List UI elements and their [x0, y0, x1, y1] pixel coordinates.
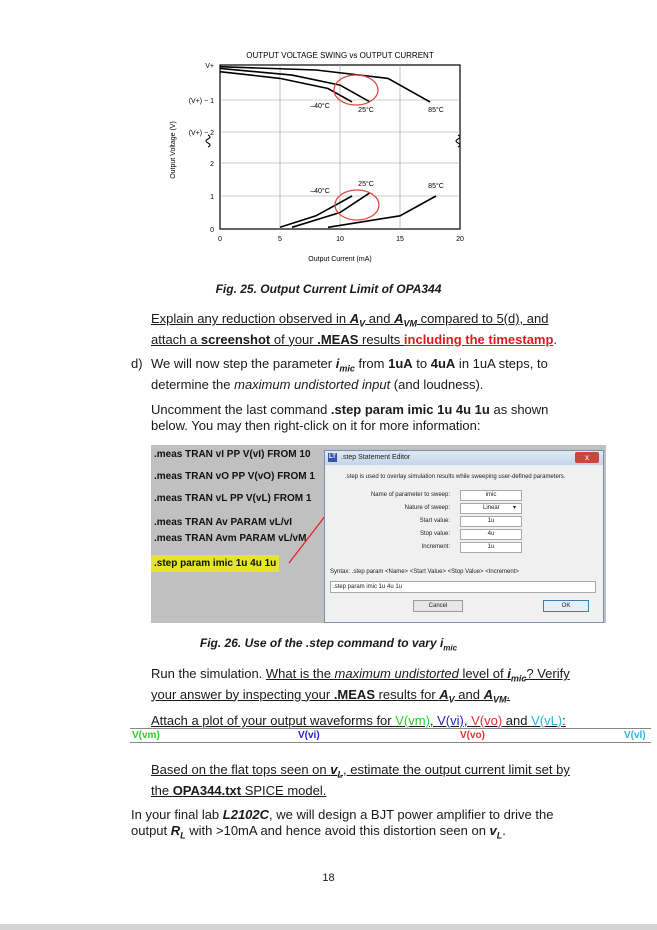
meas-line-vl[interactable]: .meas TRAN vL PP V(vL) FROM 1: [154, 493, 312, 504]
sweep-nature-value: Linear: [483, 505, 500, 511]
step-d-label: d): [131, 356, 143, 371]
y-tick-label: 2: [210, 161, 214, 168]
x-tick-label: 15: [396, 236, 404, 243]
figure-26-caption: Fig. 26. Use of the .step command to vary $i_{mic}$: [199, 636, 458, 653]
run-paragraph: Run the simulation. What is the maximum undistorted level of $i_{mic}$? Verify your answer by inspecting your .MEAS results for $A_V$ and $A_{VM}$.: [151, 666, 570, 705]
final-paragraph: In your final lab L2102C, we will design a BJT power amplifier to drive the output $R_L$ with >10mA and hence avoid this distortion seen on $v_L$.: [131, 807, 554, 841]
series-label: –40°C: [310, 188, 330, 195]
y-tick-label: (V+) − 1: [188, 98, 214, 105]
syntax-text: Syntax: .step param <Name> <Start Value> <Stop Value> <Increment>: [330, 569, 519, 575]
increment-input[interactable]: 1u: [460, 542, 522, 553]
increment-label: Increment:: [421, 544, 450, 550]
figure-25-caption: Fig. 25. Output Current Limit of OPA344: [215, 282, 442, 296]
legend-vo: V(vo): [460, 730, 485, 741]
dialog-titlebar: [325, 451, 603, 465]
meas-line-av[interactable]: .meas TRAN Av PARAM vL/vI: [154, 517, 292, 528]
highlight-circle-25c-low: [335, 190, 379, 220]
chart-series: [220, 67, 436, 228]
chart-y-axis-label: Output Voltage (V): [170, 121, 177, 179]
start-value-input[interactable]: 1u: [460, 516, 522, 527]
attach-paragraph: Attach a plot of your output waveforms for V(vm), V(vi), V(vo) and V(vL):: [151, 713, 566, 728]
page-number: 18: [322, 872, 335, 884]
start-value-label: Start value:: [419, 518, 450, 524]
sweep-nature-label: Nature of sweep:: [404, 505, 450, 511]
step-command-highlight[interactable]: .step param imic 1u 4u 1u: [151, 555, 279, 572]
legend-vm: V(vm): [132, 730, 160, 741]
x-tick-label: 10: [336, 236, 344, 243]
chevron-down-icon: ▾: [513, 505, 517, 511]
page-bottom-edge: [0, 924, 657, 930]
param-name-input[interactable]: imic: [460, 490, 522, 501]
x-tick-label: 0: [218, 236, 222, 243]
legend-vi: V(vi): [298, 730, 320, 741]
command-preview-field[interactable]: .step param imic 1u 4u 1u: [330, 581, 596, 593]
y-tick-label: 0: [210, 227, 214, 234]
highlight-circle-25c-high: [334, 75, 378, 105]
waveform-legend-bar: [130, 728, 651, 743]
series-line-40C-high: [220, 72, 352, 102]
series-label: –40°C: [310, 103, 330, 110]
ltspice-app-icon: LT: [329, 454, 336, 460]
y-tick-label: 1: [210, 194, 214, 201]
sweep-nature-select[interactable]: [460, 503, 522, 514]
based-paragraph: Based on the flat tops seen on $v_L$, estimate the output current limit set by the OPA344.txt SPICE model.: [151, 762, 570, 798]
uncomment-paragraph: Uncomment the last command .step param imic 1u 4u 1u as shown below. You may then right-click on it for more information:: [151, 402, 549, 433]
legend-vl: V(vl): [624, 730, 646, 741]
x-tick-label: 5: [278, 236, 282, 243]
y-tick-label: V+: [205, 63, 214, 70]
stop-value-label: Stop value:: [419, 531, 450, 537]
meas-line-avm[interactable]: .meas TRAN Avm PARAM vL/vM: [154, 533, 307, 544]
output-voltage-swing-chart: [160, 45, 480, 270]
series-label: 85°C: [428, 183, 444, 190]
step-d-paragraph: We will now step the parameter $i_{mic}$ from 1uA to 4uA in 1uA steps, to determine the maximum undistorted input (and loudness).: [151, 356, 548, 392]
y-tick-label: (V+) − 2: [188, 130, 214, 137]
param-name-label: Name of parameter to sweep:: [370, 492, 450, 498]
meas-line-vi[interactable]: .meas TRAN vI PP V(vI) FROM 10: [154, 449, 311, 460]
stop-value-input[interactable]: 4u: [460, 529, 522, 540]
dialog-description: .step is used to overlay simulation results while sweeping user-defined parameters.: [345, 474, 566, 480]
chart-title: OUTPUT VOLTAGE SWING vs OUTPUT CURRENT: [246, 51, 434, 60]
ltspice-screenshot: [151, 445, 606, 623]
series-label: 25°C: [358, 181, 374, 188]
chart-x-axis-label: Output Current (mA): [308, 256, 372, 263]
step-statement-editor-dialog: [324, 450, 604, 623]
dialog-title: .step Statement Editor: [341, 454, 411, 461]
series-label: 25°C: [358, 107, 374, 114]
series-label: 85°C: [428, 107, 444, 114]
x-tick-label: 20: [456, 236, 464, 243]
explain-paragraph: Explain any reduction observed in $A_V$ and $A_{VM}$ compared to 5(d), and attach a screenshot of your .MEAS results including the timestamp.: [151, 311, 558, 347]
meas-line-vo[interactable]: .meas TRAN vO PP V(vO) FROM 1: [154, 471, 315, 482]
dialog-close-button[interactable]: x: [575, 452, 599, 463]
axis-break-mark: [456, 135, 460, 147]
ok-button[interactable]: OK: [543, 600, 589, 612]
cancel-button[interactable]: Cancel: [413, 600, 463, 612]
